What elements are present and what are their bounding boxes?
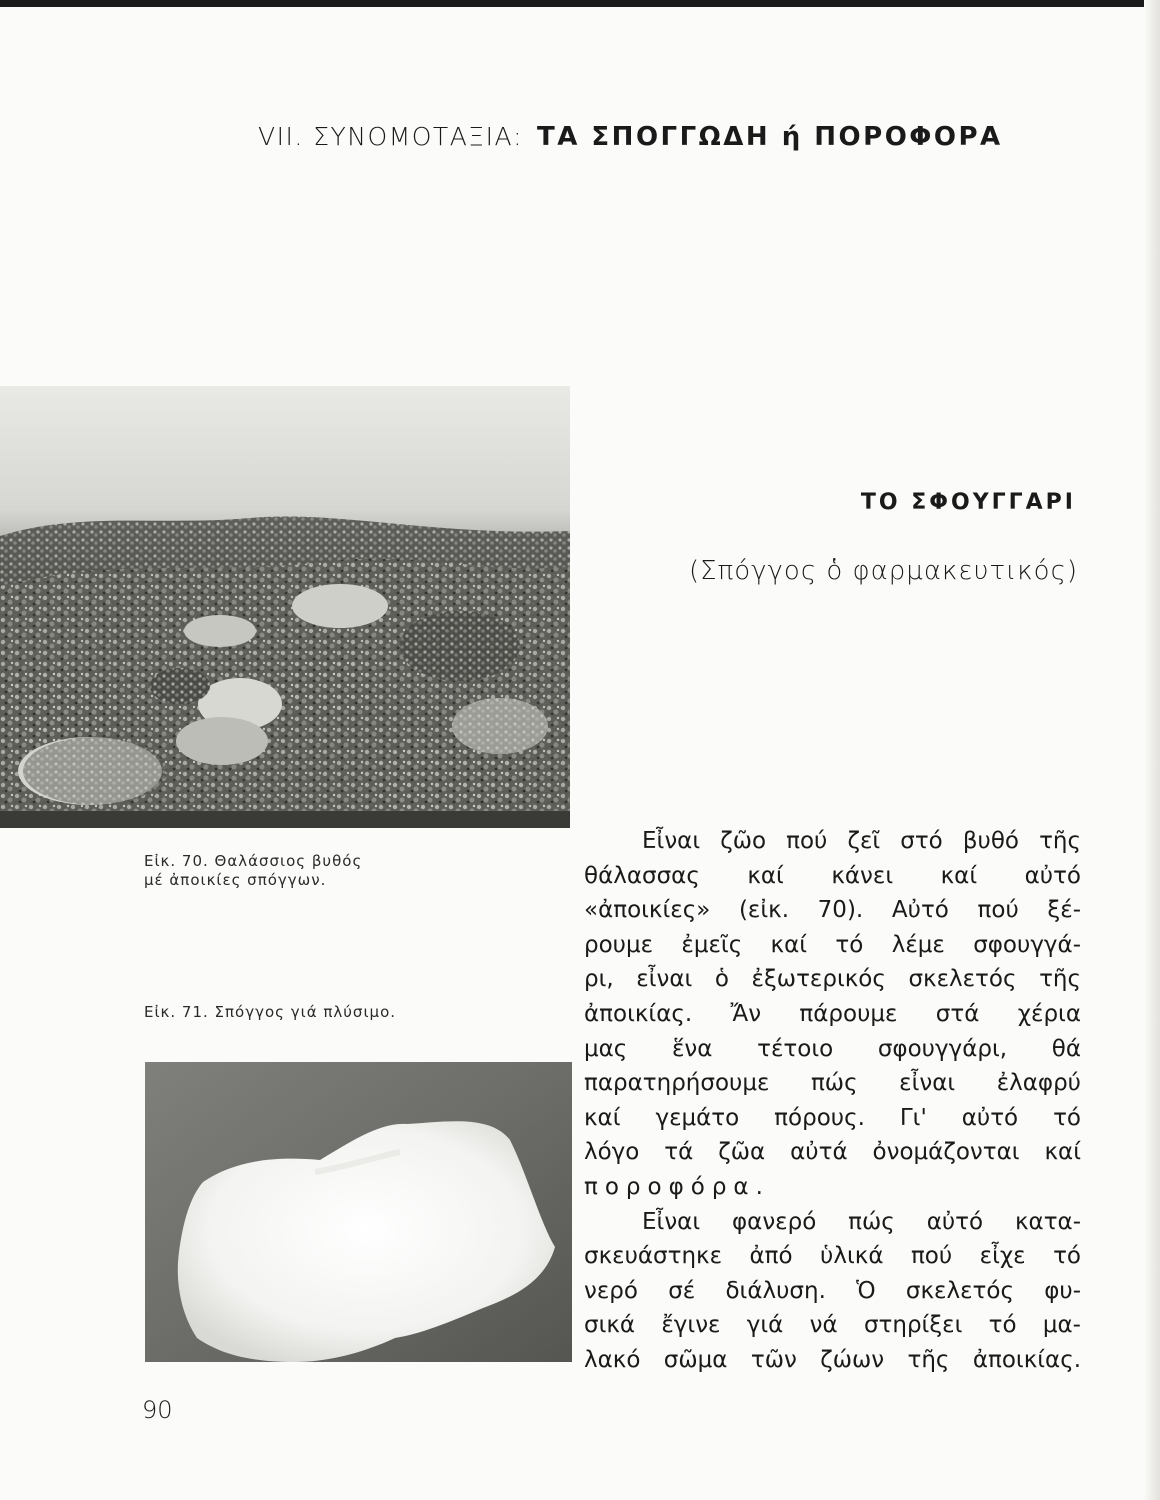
figure-70-caption — [144, 852, 404, 890]
page-number: 90 — [142, 1396, 173, 1424]
text-line: καί γεμάτο πόρους. Γι' αὐτό τό — [584, 1104, 1081, 1131]
chapter-number: VII. ΣΥΝΟΜΟΤΑΞΙΑ: — [258, 122, 524, 151]
text-line: λακό σῶμα τῶν ζώων τῆς ἀποικίας. — [584, 1346, 1081, 1373]
text-line: ρουμε ἐμεῖς καί τό λέμε σφουγγά- — [584, 931, 1081, 958]
text-line: θάλασσας καί κάνει καί αὐτό — [584, 862, 1081, 889]
text-line: μας ἕνα τέτοιο σφουγγάρι, θά — [584, 1035, 1081, 1062]
page-edge-shadow — [1144, 0, 1160, 1500]
text-line: λόγο τά ζῶα αὐτά ὀνομάζονται καί — [584, 1139, 1081, 1166]
paragraph-2 — [584, 1205, 1081, 1378]
body-text — [584, 824, 1081, 1378]
scientific-name: (Σπόγγος ὁ φαρμακευτικός) — [689, 556, 1078, 586]
text-line: ποροφόρα. — [584, 1173, 770, 1200]
figure-71-sponge-photo — [145, 1062, 572, 1362]
chapter-heading — [258, 122, 1078, 152]
text-line: σικά ἔγινε γιά νά στηρίξει τό μα- — [584, 1312, 1081, 1339]
figure-70-caption-line: μέ ἀποικίες σπόγγων. — [144, 871, 327, 889]
paragraph-1 — [584, 824, 1081, 1205]
text-line: παρατηρήσουμε πώς εἶναι ἐλαφρύ — [584, 1070, 1081, 1097]
text-line: ρι, εἶναι ὁ ἐξωτερικός σκελετός τῆς — [584, 966, 1081, 993]
figure-70-caption-line: Εἰκ. 70. Θαλάσσιος βυθός — [144, 852, 363, 870]
text-line: νερό σέ διάλυση. Ὁ σκελετός φυ- — [584, 1277, 1081, 1304]
text-line: Εἶναι ζῶο πού ζεῖ στό βυθό τῆς — [642, 828, 1081, 854]
text-line: ἀποικίας. Ἄν πάρουμε στά χέρια — [584, 1000, 1081, 1027]
chapter-title: ΤΑ ΣΠΟΓΓΩΔΗ ή ΠΟΡΟΦΟΡΑ — [537, 122, 1003, 152]
text-line: Εἶναι φανερό πώς αὐτό κατα- — [642, 1208, 1081, 1235]
figure-71-caption: Εἰκ. 71. Σπόγγος γιά πλύσιμο. — [144, 1003, 397, 1021]
text-line: «ἀποικίες» (εἰκ. 70). Αὐτό πού ξέ- — [584, 897, 1081, 924]
section-title: ΤΟ ΣΦΟΥΓΓΑΡΙ — [860, 490, 1076, 515]
top-border — [0, 0, 1160, 7]
text-line: σκευάστηκε ἀπό ὑλικά πού εἶχε τό — [584, 1243, 1081, 1270]
figure-70-seabed-photo — [0, 386, 570, 828]
